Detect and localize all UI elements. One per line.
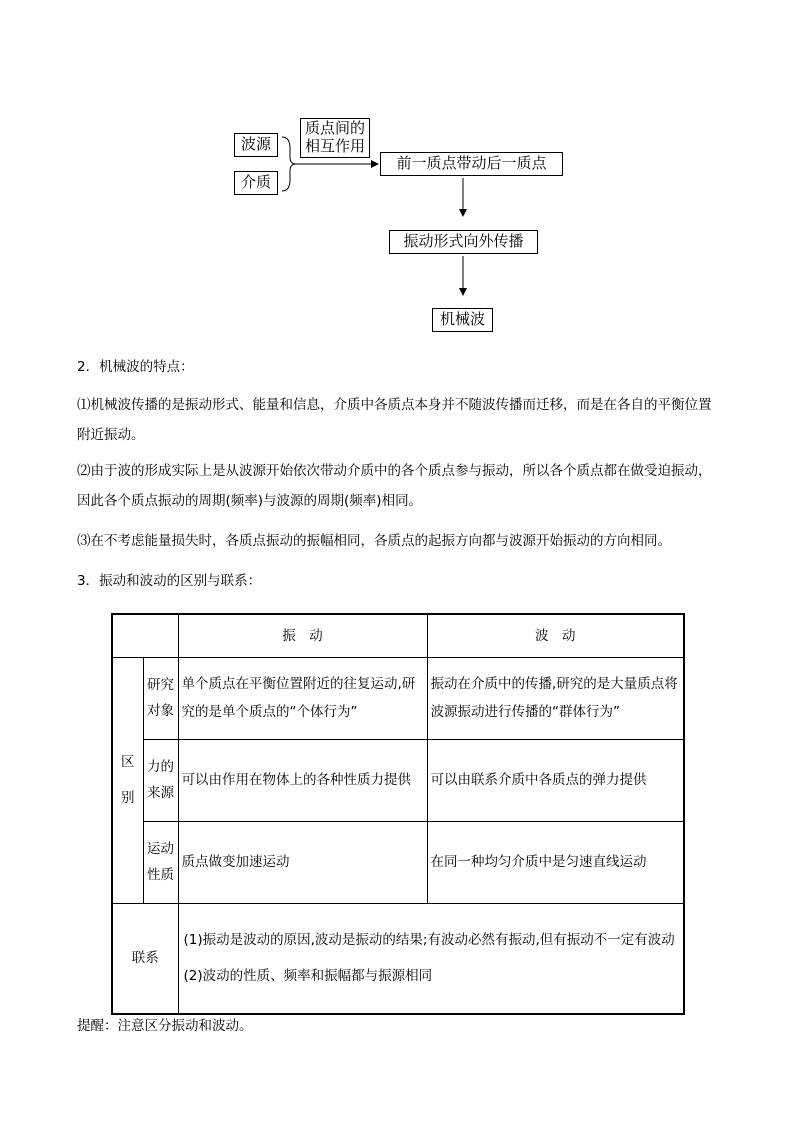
row-label-force: 力的 来源 xyxy=(143,739,178,821)
cell-wave-force: 可以由联系介质中各质点的弹力提供 xyxy=(427,739,684,821)
section2-item-1: ⑴机械波传播的是振动形式、能量和信息，介质中各质点本身并不随波传播而迁移，而是在各自的平衡位置附近振动。 xyxy=(77,397,712,443)
section2-item-2: ⑵由于波的形成实际上是从波源开始依次带动介质中的各个质点参与振动，所以各个质点都在做受迫振动，因此各个质点振动的周期(频率)与波源的周期(频率)相同。 xyxy=(77,463,712,509)
brace xyxy=(282,137,296,191)
comparison-table-wrap xyxy=(111,613,683,1016)
row-label-object: 研究 对象 xyxy=(143,657,178,739)
comparison-table xyxy=(111,613,685,1015)
section2-heading: 2．机械波的特点： xyxy=(77,359,194,375)
relation-label: 联系 xyxy=(112,903,178,1014)
diagram-connectors xyxy=(0,0,794,400)
wave-source-box: 波源 xyxy=(234,133,278,157)
cell-wave-object: 振动在介质中的传播,研究的是大量质点将波源振动进行传播的“群体行为” xyxy=(427,657,684,739)
cell-vibration-motion: 质点做变加速运动 xyxy=(178,821,427,903)
group-difference xyxy=(112,657,143,903)
cell-vibration-object: 单个质点在平衡位置附近的往复运动,研究的是单个质点的“个体行为” xyxy=(178,657,427,739)
reminder-note: 提醒：注意区分振动和波动。 xyxy=(77,1018,253,1034)
medium-box: 介质 xyxy=(234,171,278,195)
interaction-line-1: 质点间的 xyxy=(304,119,365,137)
cell-wave-motion: 在同一种均匀介质中是匀速直线运动 xyxy=(427,821,684,903)
section3-heading: 3．振动和波动的区别与联系： xyxy=(77,573,262,589)
drive-box: 前一质点带动后一质点 xyxy=(380,152,563,176)
interaction-line-2: 相互作用 xyxy=(304,137,365,155)
mechanical-wave-box: 机械波 xyxy=(432,308,493,332)
header-vibration: 振 动 xyxy=(178,614,427,657)
section2-item-3: ⑶在不考虑能量损失时，各质点振动的振幅相同，各质点的起振方向都与波源开始振动的方向相同。 xyxy=(77,533,671,549)
relation-cell xyxy=(178,903,684,1014)
row-label-motion: 运动 性质 xyxy=(143,821,178,903)
propagation-box: 振动形式向外传播 xyxy=(389,230,538,254)
relation-item-1: (1)振动是波动的原因,波动是振动的结果;有波动必然有振动,但有振动不一定有波动 xyxy=(183,932,675,949)
group-difference-char-1: 区 xyxy=(121,754,135,770)
header-wave: 波 动 xyxy=(427,614,684,657)
relation-item-2: (2)波动的性质、频率和振幅都与振源相同 xyxy=(183,968,433,985)
table-corner xyxy=(112,614,178,657)
cell-vibration-force: 可以由作用在物体上的各种性质力提供 xyxy=(178,739,427,821)
group-difference-char-2: 别 xyxy=(121,790,135,806)
